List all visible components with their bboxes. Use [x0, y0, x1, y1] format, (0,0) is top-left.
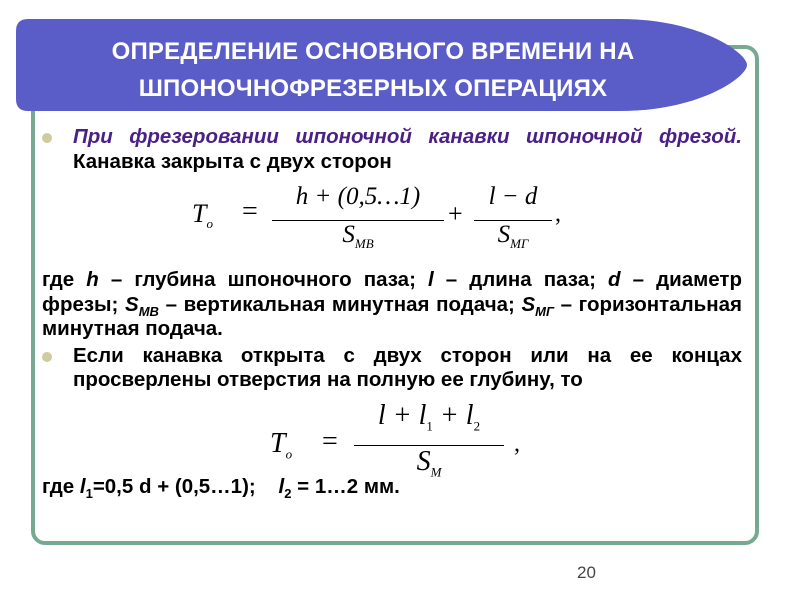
formula-fraction-2 [474, 185, 552, 260]
var-h: h [86, 268, 99, 291]
where-text: – вертикальная минутная подача; [158, 292, 522, 316]
fraction-denominator: $S_{MB}$ [342, 221, 374, 251]
bullet-icon [42, 133, 52, 143]
bullet-icon [42, 352, 52, 362]
formula-equals: = [242, 196, 258, 227]
where-definitions [42, 268, 742, 342]
item-lead: При фрезеровании шпоночной канавки шпоночной фрезой. [73, 125, 742, 148]
where-text: – глубина шпоночного паза; [98, 268, 428, 291]
formula-comma: , [555, 201, 561, 227]
formula-plus: + [448, 199, 463, 228]
var-d: d [608, 268, 621, 291]
where-text: где [42, 474, 80, 498]
title-banner [10, 13, 747, 113]
where-text: – горизонтальная минутная подача. [42, 292, 742, 340]
formula-lhs: $T_o$ [192, 199, 213, 232]
slide-title [24, 33, 722, 107]
formula-lhs: $T_o$ [270, 428, 293, 462]
where-text: – длина паза; [433, 268, 609, 291]
title-line-1: ОПРЕДЕЛЕНИЕ ОСНОВНОГО ВРЕМЕНИ НА [111, 38, 635, 65]
fraction-bar [474, 220, 552, 221]
var-smg: S [521, 292, 536, 316]
var-smv-sub: MB [138, 303, 159, 319]
where-text: = 1…2 мм. [291, 474, 400, 498]
item-text: Если канавка открыта с двух сторон или на ее концах просверлены отверстия на полную ее глубину, то [73, 343, 742, 391]
where-text: – диаметр фрезы; [42, 268, 742, 316]
var-smv: S [125, 292, 139, 316]
item-text: Канавка закрыта с двух сторон [73, 149, 392, 173]
fraction-denominator: $S_M$ [416, 446, 442, 480]
fraction-numerator: l − d [488, 183, 538, 210]
slide-content [42, 125, 742, 499]
var-l1: l [79, 474, 86, 498]
var-l2-sub: 2 [284, 485, 292, 501]
formula-comma: , [514, 431, 520, 457]
where-text: =0,5 d + (0,5…1); [92, 474, 279, 498]
page-number: 20 [577, 563, 596, 582]
where-text: где [42, 268, 87, 291]
var-l1-sub: 1 [85, 485, 93, 501]
fraction-denominator: $S_{MГ}$ [497, 221, 529, 251]
var-l: l [428, 268, 434, 291]
where-lengths [42, 475, 742, 500]
fraction-numerator: h + (0,5…1) [295, 183, 421, 210]
title-line-2: ШПОНОЧНОФРЕЗЕРНЫХ ОПЕРАЦИЯХ [138, 75, 608, 102]
fraction-bar [272, 220, 444, 221]
formula-fraction-1 [272, 185, 444, 260]
fraction-numerator: $l + l_1 + l_2$ [377, 400, 481, 434]
var-l2: l [278, 474, 285, 498]
list-item [42, 344, 742, 393]
formula-closed-keyway [192, 185, 572, 265]
formula-equals: = [322, 426, 338, 457]
var-smg-sub: МГ [535, 303, 554, 319]
